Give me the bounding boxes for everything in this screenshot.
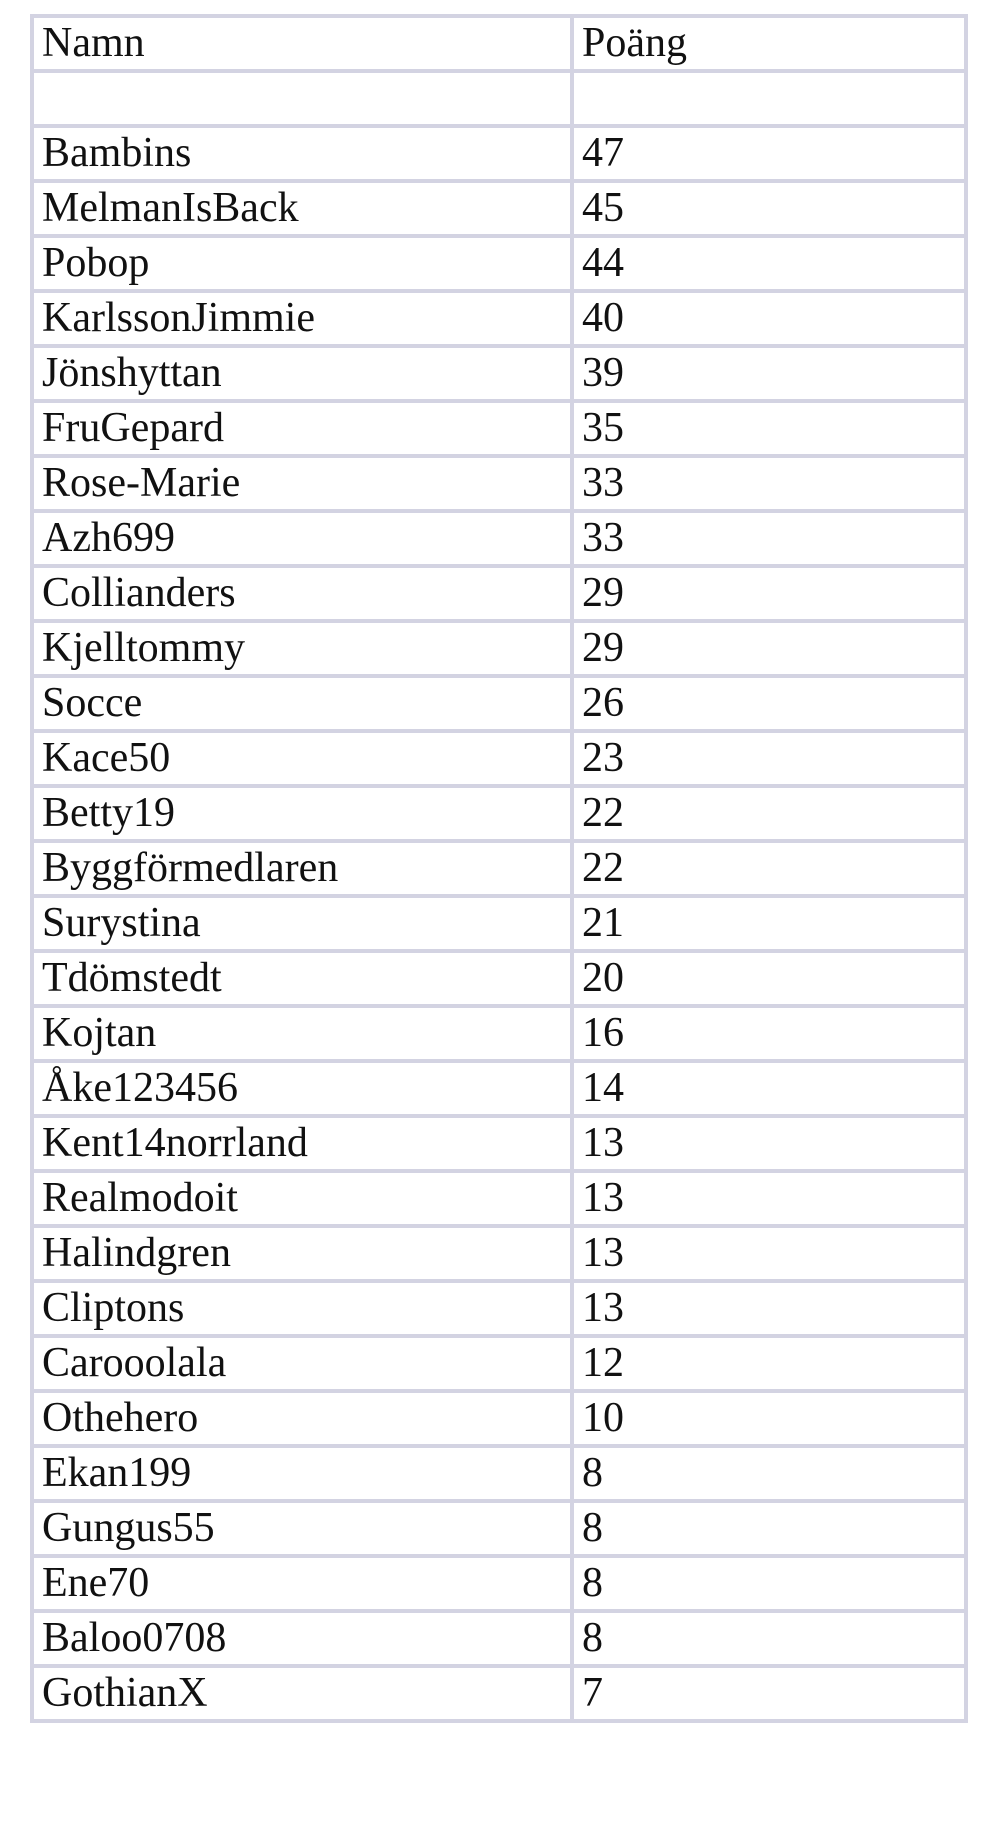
player-name: Collianders	[32, 566, 572, 621]
player-score: 35	[572, 401, 966, 456]
player-score: 47	[572, 126, 966, 181]
table-row	[32, 1171, 966, 1226]
player-name: MelmanIsBack	[32, 181, 572, 236]
player-name: Kace50	[32, 731, 572, 786]
player-score: 29	[572, 621, 966, 676]
table-row	[32, 1556, 966, 1611]
player-score: 13	[572, 1116, 966, 1171]
player-name: Ene70	[32, 1556, 572, 1611]
player-score	[572, 71, 966, 126]
header-score: Poäng	[572, 16, 966, 71]
player-name: Azh699	[32, 511, 572, 566]
table-row	[32, 1611, 966, 1666]
player-score: 22	[572, 786, 966, 841]
player-name: Baloo0708	[32, 1611, 572, 1666]
table-row	[32, 951, 966, 1006]
player-score: 40	[572, 291, 966, 346]
player-score: 44	[572, 236, 966, 291]
player-name: GothianX	[32, 1666, 572, 1721]
table-row	[32, 291, 966, 346]
table-row	[32, 1116, 966, 1171]
player-score: 21	[572, 896, 966, 951]
player-name: Kjelltommy	[32, 621, 572, 676]
header-row	[32, 16, 966, 71]
player-name: Betty19	[32, 786, 572, 841]
player-score: 8	[572, 1556, 966, 1611]
player-score: 26	[572, 676, 966, 731]
table-row	[32, 1061, 966, 1116]
table-row	[32, 1391, 966, 1446]
player-name	[32, 71, 572, 126]
player-score: 20	[572, 951, 966, 1006]
player-name: Tdömstedt	[32, 951, 572, 1006]
table-row	[32, 1336, 966, 1391]
table-row	[32, 1446, 966, 1501]
player-name: Åke123456	[32, 1061, 572, 1116]
player-score: 39	[572, 346, 966, 401]
player-name: Bambins	[32, 126, 572, 181]
player-score: 8	[572, 1611, 966, 1666]
player-name: Socce	[32, 676, 572, 731]
table-row	[32, 126, 966, 181]
leaderboard	[30, 14, 964, 1723]
player-name: Cliptons	[32, 1281, 572, 1336]
table-row	[32, 401, 966, 456]
player-score: 22	[572, 841, 966, 896]
score-table-body	[32, 71, 966, 1721]
player-name: Surystina	[32, 896, 572, 951]
table-row	[32, 1226, 966, 1281]
player-score: 8	[572, 1446, 966, 1501]
player-name: Gungus55	[32, 1501, 572, 1556]
player-score: 29	[572, 566, 966, 621]
player-score: 13	[572, 1226, 966, 1281]
table-row	[32, 621, 966, 676]
player-score: 8	[572, 1501, 966, 1556]
player-score: 45	[572, 181, 966, 236]
player-score: 16	[572, 1006, 966, 1061]
player-name: Rose-Marie	[32, 456, 572, 511]
player-name: Carooolala	[32, 1336, 572, 1391]
player-score: 33	[572, 511, 966, 566]
player-name: Jönshyttan	[32, 346, 572, 401]
table-row	[32, 676, 966, 731]
header-name: Namn	[32, 16, 572, 71]
table-row	[32, 1501, 966, 1556]
table-row	[32, 236, 966, 291]
table-row	[32, 1006, 966, 1061]
table-row	[32, 71, 966, 126]
table-row	[32, 566, 966, 621]
table-row	[32, 731, 966, 786]
table-row	[32, 1666, 966, 1721]
player-name: Othehero	[32, 1391, 572, 1446]
table-row	[32, 346, 966, 401]
player-name: Kent14norrland	[32, 1116, 572, 1171]
table-row	[32, 181, 966, 236]
player-name: FruGepard	[32, 401, 572, 456]
player-score: 23	[572, 731, 966, 786]
player-name: Kojtan	[32, 1006, 572, 1061]
player-score: 13	[572, 1171, 966, 1226]
table-row	[32, 786, 966, 841]
player-score: 13	[572, 1281, 966, 1336]
player-score: 12	[572, 1336, 966, 1391]
table-row	[32, 841, 966, 896]
player-score: 33	[572, 456, 966, 511]
table-row	[32, 896, 966, 951]
player-name: Ekan199	[32, 1446, 572, 1501]
player-name: Halindgren	[32, 1226, 572, 1281]
table-row	[32, 511, 966, 566]
table-row	[32, 456, 966, 511]
player-score: 14	[572, 1061, 966, 1116]
player-name: Byggförmedlaren	[32, 841, 572, 896]
table-row	[32, 1281, 966, 1336]
player-name: KarlssonJimmie	[32, 291, 572, 346]
player-score: 7	[572, 1666, 966, 1721]
score-table	[30, 14, 968, 1723]
player-name: Realmodoit	[32, 1171, 572, 1226]
player-score: 10	[572, 1391, 966, 1446]
player-name: Pobop	[32, 236, 572, 291]
